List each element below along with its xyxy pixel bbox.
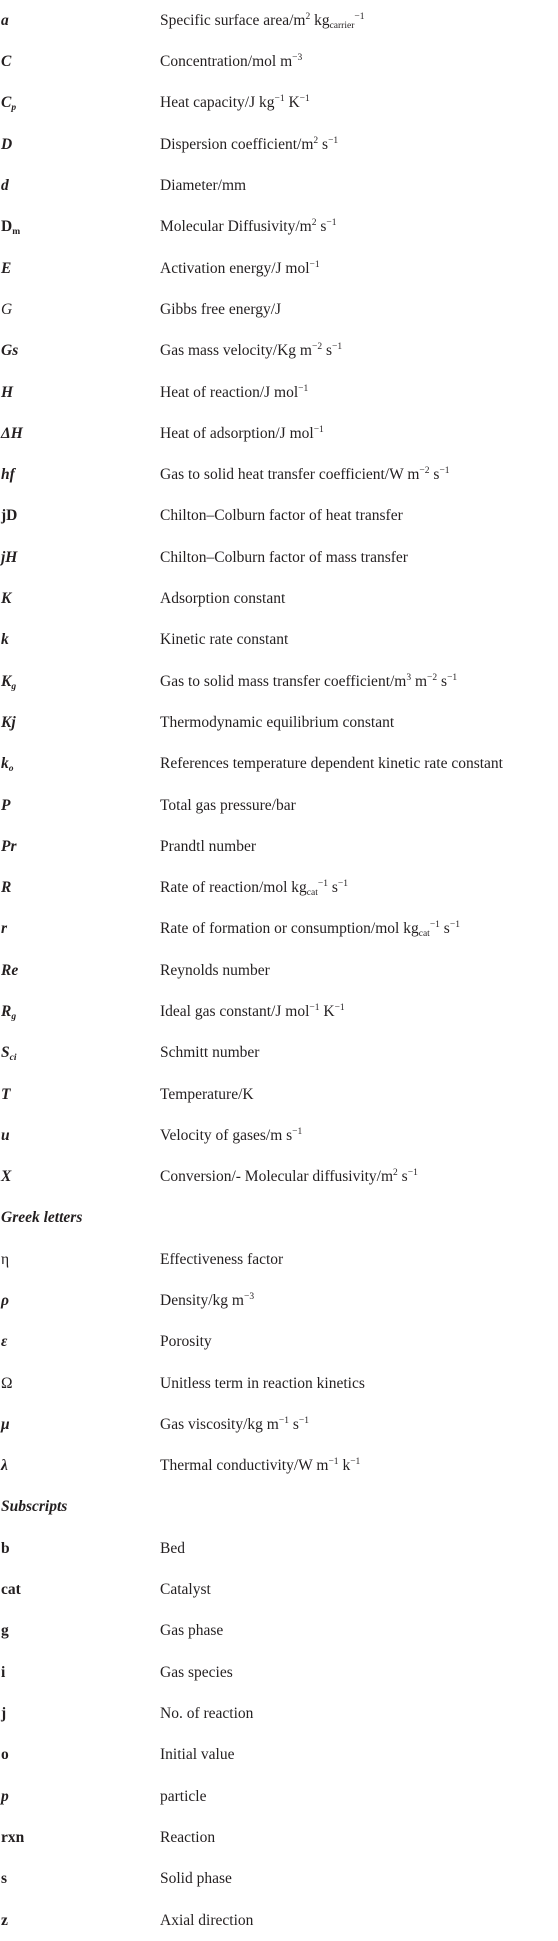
description: Effectiveness factor [160, 1250, 284, 1268]
description: Specific surface area/$m^2$ $kg_{carrier}^{-1}$ [160, 11, 365, 31]
symbol-row [0, 619, 558, 660]
description: Bed [160, 1539, 185, 1557]
symbol-row [0, 702, 558, 743]
symbol: jH [1, 548, 18, 566]
description: Heat of adsorption/J mol$^{-1}$ [160, 424, 324, 442]
description: Activation energy/J mol$^{-1}$ [160, 259, 320, 277]
symbol: ε [1, 1333, 8, 1351]
symbol-row [0, 206, 558, 247]
description: particle [160, 1787, 207, 1805]
symbol: η [1, 1250, 10, 1268]
symbol: Kj [1, 713, 16, 731]
symbol: jD [1, 507, 18, 525]
symbol: Gs [1, 342, 19, 360]
symbol: T [1, 1085, 11, 1103]
description: Prandtl number [160, 837, 256, 855]
symbol: p [1, 1787, 9, 1805]
symbol-row [0, 578, 558, 619]
symbol: $D_m$ [1, 218, 21, 238]
symbol: g [1, 1622, 9, 1640]
subscript-row [0, 1611, 558, 1652]
symbol-row [0, 454, 558, 495]
symbol: ΔH [1, 424, 23, 442]
symbol-row [0, 909, 558, 950]
subscript-row [0, 1900, 558, 1941]
description: Concentration/mol $m^{-3}$ [160, 53, 303, 71]
description: Gas phase [160, 1622, 224, 1640]
description: No. of reaction [160, 1705, 254, 1723]
symbol: d [1, 177, 9, 195]
description: Ideal gas constant/J mol$^{-1}$ $K^{-1}$ [160, 1003, 345, 1021]
symbol-row [0, 248, 558, 289]
symbol-row [0, 661, 558, 702]
symbol-row [0, 1156, 558, 1197]
symbol: i [1, 1663, 6, 1681]
description: Heat of reaction/J mol$^{-1}$ [160, 383, 309, 401]
description: Density/kg $m^{-3}$ [160, 1292, 255, 1310]
description: Temperature/K [160, 1085, 254, 1103]
symbol: o [1, 1746, 9, 1764]
subscripts-heading: Subscripts [1, 1498, 68, 1516]
symbol: cat [1, 1581, 21, 1599]
symbol: u [1, 1126, 10, 1144]
symbol: Ω [1, 1374, 13, 1392]
symbol-row [0, 124, 558, 165]
greek-letter-row [0, 1404, 558, 1445]
greek-letter-row [0, 1363, 558, 1404]
description: Chilton–Colburn factor of heat transfer [160, 507, 403, 525]
description: Conversion/- Molecular diffusivity/$m^2$ $s^{-1}$ [160, 1168, 418, 1186]
description: Total gas pressure/bar [160, 796, 296, 814]
description: Thermal conductivity/W $m^{-1}$ $k^{-1}$ [160, 1457, 361, 1475]
subscripts-section [0, 1528, 558, 1941]
symbol: P [1, 796, 11, 814]
symbol-row [0, 330, 558, 371]
symbol: Re [1, 961, 19, 979]
description: Gas viscosity/kg $m^{-1}$ $s^{-1}$ [160, 1415, 309, 1433]
symbol: μ [1, 1415, 10, 1433]
description: Rate of formation or consumption/mol $kg_{cat}^{-1}$ $s^{-1}$ [160, 920, 460, 940]
symbol-row [0, 991, 558, 1032]
description: Unitless term in reaction kinetics [160, 1374, 365, 1392]
description: Gas to solid mass transfer coefficient/$m^3$ $m^{-2}$ $s^{-1}$ [160, 672, 458, 690]
symbol-row [0, 1115, 558, 1156]
subscript-row [0, 1528, 558, 1569]
description: Dispersion coefficient/$m^2$ $s^{-1}$ [160, 135, 339, 153]
subscript-row [0, 1693, 558, 1734]
description: Molecular Diffusivity/$m^2$ $s^{-1}$ [160, 218, 337, 236]
description: Gas mass velocity/Kg $m^{-2}$ $s^{-1}$ [160, 342, 343, 360]
subscript-row [0, 1652, 558, 1693]
subscript-row [0, 1569, 558, 1610]
greek-letters-section [0, 1239, 558, 1487]
symbol: rxn [1, 1828, 25, 1846]
description: Schmitt number [160, 1044, 260, 1062]
subscript-row [0, 1776, 558, 1817]
symbol: hf [1, 466, 15, 484]
subscript-row [0, 1817, 558, 1858]
symbol: E [1, 259, 12, 277]
symbol-row [0, 867, 558, 908]
symbol-row [0, 372, 558, 413]
description: Reaction [160, 1828, 216, 1846]
symbol: R [1, 879, 12, 897]
greek-letter-row [0, 1322, 558, 1363]
symbol: $k_o$ [1, 755, 14, 775]
symbol-row [0, 496, 558, 537]
symbol: s [1, 1870, 8, 1888]
description: References temperature dependent kinetic rate constant [160, 755, 503, 773]
symbol: ρ [1, 1292, 9, 1310]
symbol: j [1, 1705, 7, 1723]
subscript-row [0, 1734, 558, 1775]
symbol: $C_p$ [1, 94, 17, 114]
greek-letter-row [0, 1239, 558, 1280]
symbol: K [1, 590, 12, 608]
symbol: z [1, 1911, 8, 1929]
symbol: b [1, 1539, 10, 1557]
description: Gibbs free energy/J [160, 300, 282, 318]
subscript-row [0, 1858, 558, 1899]
description: Catalyst [160, 1581, 211, 1599]
description: Solid phase [160, 1870, 232, 1888]
greek-letters-heading: Greek letters [1, 1209, 83, 1227]
description: Heat capacity/J $kg^{-1}$ $K^{-1}$ [160, 94, 310, 112]
symbol: G [1, 300, 13, 318]
symbol: D [1, 135, 13, 153]
description: Velocity of gases/m $s^{-1}$ [160, 1126, 303, 1144]
symbol-row [0, 289, 558, 330]
symbol-row [0, 785, 558, 826]
symbol: λ [1, 1457, 8, 1475]
description: Porosity [160, 1333, 212, 1351]
symbol-row [0, 413, 558, 454]
symbol-row [0, 537, 558, 578]
symbol-row [0, 950, 558, 991]
description: Diameter/mm [160, 177, 247, 195]
symbol-row [0, 0, 558, 41]
symbol: $R_g$ [1, 1003, 17, 1023]
symbol-row [0, 83, 558, 124]
description: Gas species [160, 1663, 233, 1681]
symbol: r [1, 920, 8, 938]
symbol: Pr [1, 837, 17, 855]
description: Chilton–Colburn factor of mass transfer [160, 548, 408, 566]
description: Initial value [160, 1746, 235, 1764]
symbol-row [0, 826, 558, 867]
symbol: $S_{ci}$ [1, 1044, 17, 1064]
symbol: k [1, 631, 9, 649]
description: Thermodynamic equilibrium constant [160, 713, 395, 731]
description: Reynolds number [160, 961, 270, 979]
symbol-row [0, 41, 558, 82]
description: Axial direction [160, 1911, 254, 1929]
description: Rate of reaction/mol $kg_{cat}^{-1}$ $s^{-1}$ [160, 879, 348, 899]
description: Gas to solid heat transfer coefficient/W $m^{-2}$ $s^{-1}$ [160, 466, 450, 484]
description: Kinetic rate constant [160, 631, 289, 649]
greek-letter-row [0, 1280, 558, 1321]
greek-letter-row [0, 1445, 558, 1486]
symbol-row [0, 1032, 558, 1073]
symbol: a [1, 11, 9, 29]
description: Adsorption constant [160, 590, 286, 608]
symbol-row [0, 743, 558, 784]
symbol-row [0, 1074, 558, 1115]
symbol: H [1, 383, 14, 401]
symbol: X [1, 1168, 12, 1186]
symbol-row [0, 165, 558, 206]
symbol: $K_g$ [1, 672, 17, 692]
symbol: C [1, 53, 12, 71]
